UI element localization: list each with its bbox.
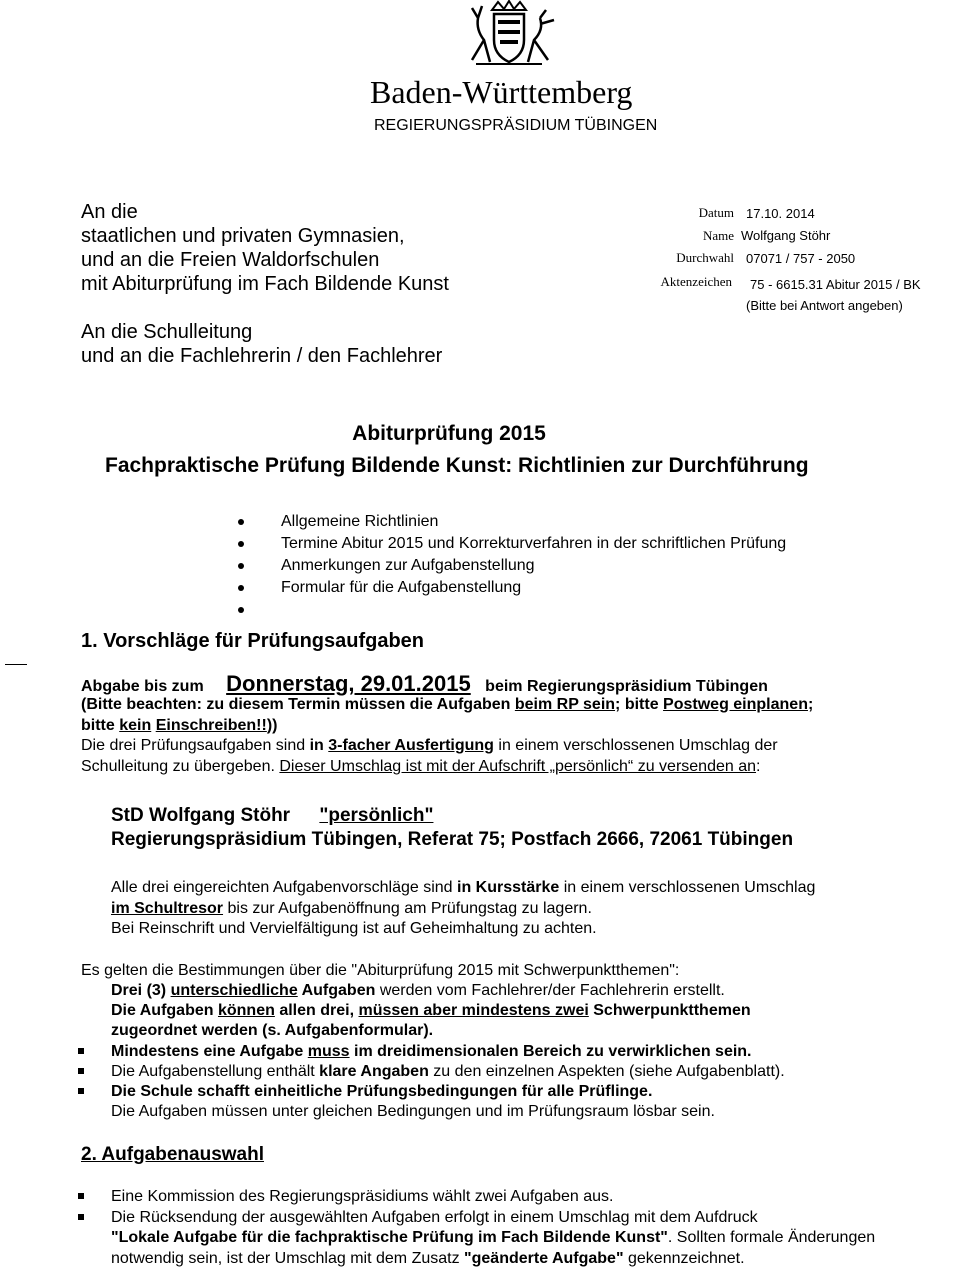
- submission-paragraph-2: Schulleitung zu übergeben. Dieser Umschlag ist mit der Aufschrift „persönlich“ zu versenden an:: [81, 758, 761, 775]
- name-label: Name: [702, 228, 734, 243]
- deadline-date: Donnerstag, 29.01.2015: [226, 671, 471, 696]
- rule-5: Die Schule schafft einheitliche Prüfungsbedingungen für alle Prüflinge.: [111, 1083, 653, 1100]
- rule-6: Die Aufgaben müssen unter gleichen Bedingungen und im Prüfungsraum lösbar sein.: [111, 1103, 715, 1120]
- selection-bullet-1: Eine Kommission des Regierungspräsidiums wählt zwei Aufgaben aus.: [111, 1188, 614, 1205]
- address-line: An die Schulleitung: [81, 321, 253, 343]
- rule-1: Drei (3) unterschiedliche Aufgaben werden vom Fachlehrer/der Fachlehrerin erstellt.: [111, 982, 725, 999]
- margin-mark: [5, 664, 27, 665]
- rule-2-cont: zugeordnet werden (s. Aufgabenformular).: [111, 1022, 434, 1039]
- deadline-prefix: Abgabe bis zum: [81, 678, 204, 695]
- date-label: Datum: [698, 205, 734, 220]
- phone-value: 07071 / 757 - 2050: [746, 251, 856, 266]
- recipient-name-line: [111, 805, 433, 827]
- rule-3: Mindestens eine Aufgabe muss im dreidimensionalen Bereich zu verwirklichen sein.: [111, 1043, 752, 1060]
- deadline-suffix: beim Regierungspräsidium Tübingen: [485, 678, 768, 695]
- storage-line-1: Alle drei eingereichten Aufgabenvorschläge sind in Kursstärke in einem verschlossenen Umschlag: [111, 879, 816, 896]
- storage-line-3: Bei Reinschrift und Vervielfältigung ist auf Geheimhaltung zu achten.: [111, 920, 597, 937]
- deadline-line: [81, 671, 768, 697]
- list-item: Allgemeine Richtlinien: [238, 511, 786, 533]
- authority-name: REGIERUNGSPRÄSIDIUM TÜBINGEN: [374, 117, 658, 134]
- list-item: Formular für die Aufgabenstellung: [238, 577, 786, 599]
- coat-of-arms-icon: [454, 0, 564, 66]
- section-2-heading: 2. Aufgabenauswahl: [81, 1144, 264, 1165]
- reference-note: (Bitte bei Antwort angeben): [746, 298, 903, 313]
- deadline-note-2: bitte kein Einschreiben!!)): [81, 717, 278, 734]
- address-line: staatlichen und privaten Gymnasien,: [81, 225, 405, 247]
- reference-value: 75 - 6615.31 Abitur 2015 / BK: [750, 277, 921, 292]
- rule-4: Die Aufgabenstellung enthält klare Angaben zu den einzelnen Aspekten (siehe Aufgabenblatt).: [111, 1063, 785, 1080]
- state-name: Baden-Württemberg: [370, 74, 633, 110]
- selection-line-3: "Lokale Aufgabe für die fachpraktische Prüfung im Fach Bildende Kunst". Sollten formale Änderungen: [111, 1229, 876, 1246]
- name-value: Wolfgang Stöhr: [741, 228, 831, 243]
- rules-intro: Es gelten die Bestimmungen über die "Abiturprüfung 2015 mit Schwerpunktthemen":: [81, 962, 680, 979]
- submission-paragraph: Die drei Prüfungsaufgaben sind in 3-facher Ausfertigung in einem verschlossenen Umschlag der: [81, 737, 778, 754]
- address-line: mit Abiturprüfung im Fach Bildende Kunst: [81, 273, 449, 295]
- contents-list: [238, 511, 786, 621]
- list-item: [238, 599, 786, 621]
- address-line: An die: [81, 201, 138, 223]
- recipient-name: StD Wolfgang Stöhr: [111, 805, 291, 826]
- storage-line-2: im Schultresor bis zur Aufgabenöffnung am Prüfungstag zu lagern.: [111, 900, 592, 917]
- deadline-note: (Bitte beachten: zu diesem Termin müssen die Aufgaben beim RP sein; bitte Postweg einplanen;: [81, 696, 814, 713]
- recipient-tag: "persönlich": [319, 805, 434, 826]
- document-title: Abiturprüfung 2015: [352, 422, 546, 445]
- rule-2: Die Aufgaben können allen drei, müssen aber mindestens zwei Schwerpunktthemen: [111, 1002, 751, 1019]
- date-value: 17.10. 2014: [746, 206, 815, 221]
- address-line: und an die Freien Waldorfschulen: [81, 249, 380, 271]
- recipient-postal-address: Regierungspräsidium Tübingen, Referat 75; Postfach 2666, 72061 Tübingen: [111, 829, 794, 850]
- section-1-heading: 1. Vorschläge für Prüfungsaufgaben: [81, 630, 425, 652]
- document-subtitle: Fachpraktische Prüfung Bildende Kunst: Richtlinien zur Durchführung: [105, 454, 809, 477]
- recipient-address-block: [81, 200, 449, 368]
- selection-bullet-2: Die Rücksendung der ausgewählten Aufgaben erfolgt in einem Umschlag mit dem Aufdruck: [111, 1209, 758, 1226]
- list-item: Anmerkungen zur Aufgabenstellung: [238, 555, 786, 577]
- reference-label: Aktenzeichen: [660, 274, 732, 289]
- address-line: und an die Fachlehrerin / den Fachlehrer: [81, 345, 443, 367]
- selection-line-4: notwendig sein, ist der Umschlag mit dem Zusatz "geänderte Aufgabe" gekennzeichnet.: [111, 1250, 745, 1267]
- phone-label: Durchwahl: [676, 250, 734, 265]
- list-item: Termine Abitur 2015 und Korrekturverfahren in der schriftlichen Prüfung: [238, 533, 786, 555]
